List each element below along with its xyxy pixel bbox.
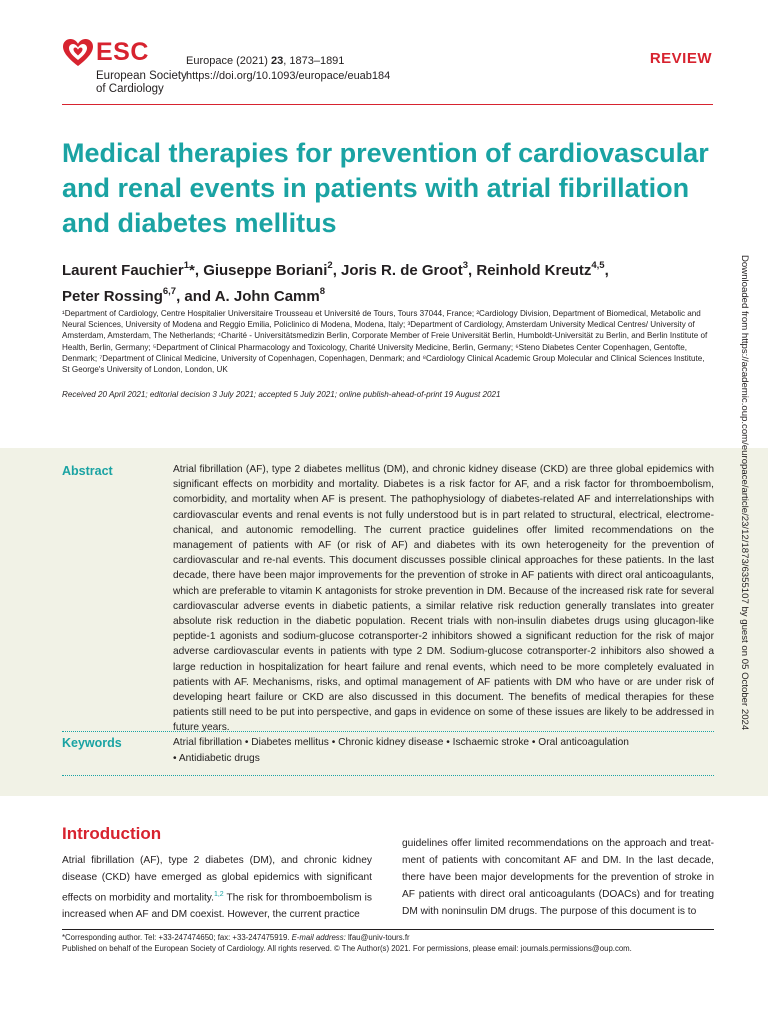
footer-rule [62, 929, 714, 930]
abstract-divider [62, 731, 714, 732]
author-list: Laurent Fauchier$^1$*, Giuseppe Boriani$^2$, Joris R. de Groot$^3$, Reinhold Kreutz$^{4,5}$, Peter Rossing$^{6,7}$, and A. John Camm$^8$ [62, 260, 609, 305]
publisher-note: Published on behalf of the European Society of Cardiology. All rights reserved. © The Author(s) 2021. For permissions, please email: journals.permissions@oup.com. [62, 944, 632, 953]
header-rule [62, 104, 713, 105]
heart-icon [62, 38, 94, 68]
reference-link[interactable]: 1,2 [213, 891, 224, 898]
esc-logo [62, 38, 192, 96]
logo-line-1: European Society [96, 70, 187, 82]
received-dates: Received 20 April 2021; editorial decision 3 July 2021; accepted 5 July 2021; online publish-ahead-of-print 19 August 2021 [62, 390, 501, 399]
keywords-heading: Keywords [62, 736, 122, 750]
abstract-text: Atrial fibrillation (AF), type 2 diabetes mellitus (DM), and chronic kidney disease (CKD) are three global epidemics with significant effects on morbidity and mortality. Diabetes is a risk factor for AF, and a risk factor for thromboembolism, comorbidity, and mortality when AF is present. The pathophysiology of diabetes-related AF and interrelationships with cardiovascular events and renal events is not fully understood but is in part related to structural, electrical, electrome-chanical, and autonomic remodelling. The current practice guidelines offer limited recommendations on the management of patients with AF (or risk of AF) and diabetes with its own heterogeneity for the prevention of cardiovascular and re-nal events. This document discusses possible clinical approaches for these patients. In the last decade, there have been major improvements for the prevention of stroke in AF patients with direct oral anticoagulants, which are preferable to vitamin K antagonists for stroke prevention in DM. Because of the increased risk rate for several cardiovascular adverse events in diabetic patients, a similar relative risk reduction generally translates into greater absolute risk reduction in the diabetic population. Recent trials with non-insulin diabetes drugs using glucagon-like peptide-1 agonists and sodium-glucose cotransporter-2 inhibitors showed a significant reduction for the risk of major adverse cardiovascular events in patients with type 2 DM. Sodium-glucose cotransporter-2 inhibitors also showed a large reduction in hospitalization for heart failure and renal events, which need to be more completely evaluated in patients with AF. Mechanisms, risks, and optimal management of AF patients with DM who have or are under risk of developing heart failure or CKD are also discussed in this document. The benefits of medical therapies for these patients still need to be put into perspective, and gaps in evidence on some of these issues are likely to be addressed in future years. [173, 464, 714, 734]
footer-notes [62, 932, 714, 954]
keywords-list: Atrial fibrillation • Diabetes mellitus • Chronic kidney disease • Ischaemic stroke • Oral anticoagulation • Antidiabetic drugs [173, 737, 629, 764]
abstract-heading: Abstract [62, 464, 113, 478]
author[interactable]: Laurent Fauchier$^1$* [62, 260, 195, 279]
author[interactable]: Joris R. de Groot$^3$ [341, 260, 469, 279]
intro-column-2: guidelines offer limited recommendations on the approach and treat-ment of patients with concomitant AF and DM. In the last decade, there have been major developments for the prevention of stroke in AF patients with direct oral anticoagulants (DOACs) and for treating DM with noninsulin DM drugs. The purpose of this document is to [402, 838, 714, 917]
author[interactable]: A. John Camm$^8$ [214, 286, 326, 305]
logo-line-2: of Cardiology [96, 83, 164, 95]
article-type-label: REVIEW [649, 50, 712, 67]
affiliations: ¹Department of Cardiology, Centre Hospitalier Universitaire Trousseau et Université de Tours, Tours 37044, France; ²Cardiology Division, Department of Biomedical, Metabolic and Neural Sciences, University of Modena and Reggio Emilia, Policlinico di Modena, Modena, Italy; ³Department of Cardiology, Amsterdam University Medical Centres/ University of Amsterdam, Amsterdam, The Netherlands; ⁴Charité - Universitätsmedizin Berlin, Corporate Member of Freie Universität Berlin, Humboldt-Universität zu Berlin, and Berlin Institute of Health, Berlin, Germany; ⁵Department of Clinical Pharmacology and Toxicology, Charité University Medicine, Berlin, Germany; ⁶Steno Diabetes Center Copenhagen, Gentofte, Denmark; ⁷Department of Clinical Medicine, University of Copenhagen, Copenhagen, Denmark; and ⁸Cardiology Clinical Academic Group Molecular and Clinical Sciences Institute, St George's University of London, London, UK [62, 309, 708, 375]
author[interactable]: Peter Rossing$^{6,7}$ [62, 286, 177, 305]
corresponding-author: *Corresponding author. Tel: +33-247474650; fax: +33-247475919. E-mail address: lfau@univ-tours.fr [62, 933, 410, 942]
intro-column-1: Atrial fibrillation (AF), type 2 diabetes (DM), and chronic kidney disease (CKD) have emerged as global epidemics with significant effects on morbidity and mortality.$^{1,2}$ The risk for thromboembolism is increased when AF and DM coexist. However, the current practice [62, 855, 372, 921]
keywords-divider [62, 775, 714, 776]
author[interactable]: Giuseppe Boriani$^2$ [203, 260, 333, 279]
download-note: Downloaded from https://academic.oup.com/europace/article/23/12/1873/6355107 by guest on 05 October 2024 [739, 255, 750, 731]
introduction-heading: Introduction [62, 824, 162, 843]
article-title: Medical therapies for prevention of cardiovascular and renal events in patients with atrial fibrillation and diabetes mellitus [62, 138, 709, 238]
download-watermark [738, 255, 752, 975]
doi-link[interactable]: https://doi.org/10.1093/europace/euab184 [186, 70, 391, 82]
journal-volume: 23 [271, 55, 284, 67]
author[interactable]: Reinhold Kreutz$^{4,5}$ [476, 260, 605, 279]
email-link[interactable]: lfau@univ-tours.fr [345, 933, 410, 942]
logo-acronym: ESC [96, 38, 149, 66]
journal-citation: Europace (2021) 23, 1873–1891 https://doi.org/10.1093/europace/euab184 [186, 55, 391, 82]
